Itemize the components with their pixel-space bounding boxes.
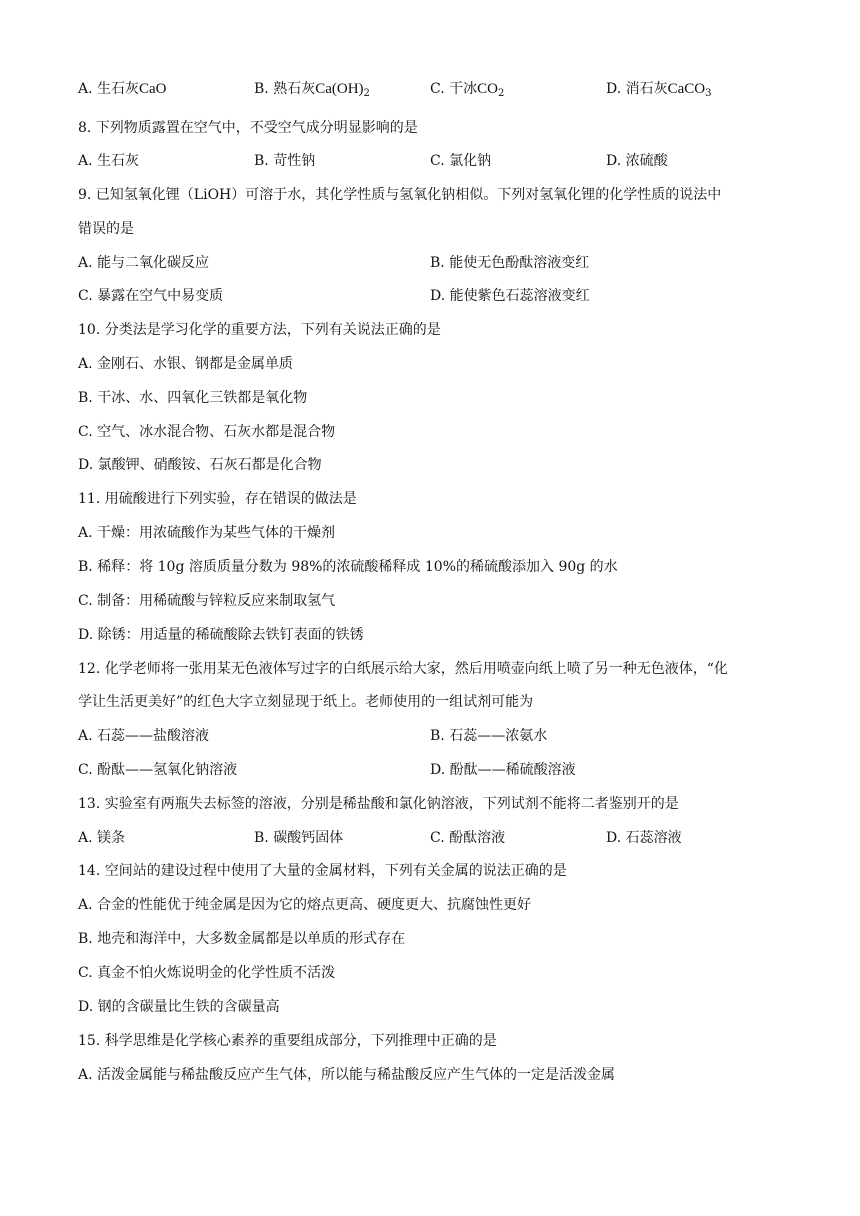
q9-stem-line1: 9. 已知氢氧化锂（LiOH）可溶于水，其化学性质与氢氧化钠相似。下列对氢氧化锂的化学性质的说法中 bbox=[78, 187, 722, 203]
q14-option-d: D. 钢的含碳量比生铁的含碳量高 bbox=[78, 999, 280, 1015]
option-label: C. bbox=[430, 81, 445, 97]
q15-stem: 15. 科学思维是化学核心素养的重要组成部分，下列推理中正确的是 bbox=[78, 1033, 497, 1049]
q9-option-c: C. 暴露在空气中易变质 bbox=[78, 288, 224, 304]
option-text: 生石灰 bbox=[97, 81, 140, 97]
q13-option-c: C. 酚酞溶液 bbox=[430, 830, 506, 846]
q13-option-d: D. 石蕊溶液 bbox=[606, 830, 682, 846]
q12-options-row-1 bbox=[78, 726, 800, 746]
q9-stem-line2: 错误的是 bbox=[78, 221, 134, 237]
option-label: D. bbox=[606, 81, 622, 97]
formula: CaO bbox=[139, 81, 167, 97]
q12-option-c: C. 酚酞——氢氧化钠溶液 bbox=[78, 762, 238, 778]
formula: CaCO bbox=[667, 81, 706, 97]
q14-option-b: B. 地壳和海洋中，大多数金属都是以单质的形式存在 bbox=[78, 931, 406, 947]
option-label: A. bbox=[78, 81, 93, 97]
q12-option-a: A. 石蕊——盐酸溶液 bbox=[78, 728, 210, 744]
q8-option-b: B. 苛性钠 bbox=[254, 153, 316, 169]
q9-options-row-2 bbox=[78, 286, 800, 306]
q12-option-b: B. 石蕊——浓氨水 bbox=[430, 728, 548, 744]
q9-option-d: D. 能使紫色石蕊溶液变红 bbox=[430, 288, 590, 304]
q7-option-a bbox=[78, 79, 167, 99]
q8-option-c: C. 氯化钠 bbox=[430, 153, 492, 169]
q11-option-b: B. 稀释：将 10g 溶质质量分数为 98%的浓硫酸稀释成 10%的稀硫酸添加入 90g 的水 bbox=[78, 559, 618, 575]
option-label: B. bbox=[254, 81, 269, 97]
q12-option-d: D. 酚酞——稀硫酸溶液 bbox=[430, 762, 576, 778]
option-text: 干冰 bbox=[449, 81, 478, 97]
q10-option-d: D. 氯酸钾、硝酸铵、石灰石都是化合物 bbox=[78, 457, 322, 473]
q7-option-d bbox=[606, 79, 712, 104]
formula: CO bbox=[477, 81, 498, 97]
q11-option-c: C. 制备：用稀硫酸与锌粒反应来制取氢气 bbox=[78, 593, 336, 609]
q7-option-c bbox=[430, 79, 504, 104]
q12-stem-line1: 12. 化学老师将一张用某无色液体写过字的白纸展示给大家，然后用喷壶向纸上喷了另一种无色液体，“化 bbox=[78, 661, 728, 677]
q13-options-row bbox=[78, 828, 800, 848]
q7-option-b bbox=[254, 79, 370, 104]
q13-stem: 13. 实验室有两瓶失去标签的溶液，分别是稀盐酸和氯化钠溶液，下列试剂不能将二者鉴别开的是 bbox=[78, 796, 679, 812]
formula-subscript: 2 bbox=[363, 88, 370, 99]
q14-stem: 14. 空间站的建设过程中使用了大量的金属材料，下列有关金属的说法正确的是 bbox=[78, 863, 567, 879]
q14-option-c: C. 真金不怕火炼说明金的化学性质不活泼 bbox=[78, 965, 336, 981]
q9-options-row-1 bbox=[78, 253, 800, 273]
option-text: 熟石灰 bbox=[273, 81, 316, 97]
q9-option-b: B. 能使无色酚酞溶液变红 bbox=[430, 255, 590, 271]
q8-option-d: D. 浓硫酸 bbox=[606, 153, 668, 169]
q10-option-b: B. 干冰、水、四氧化三铁都是氧化物 bbox=[78, 390, 308, 406]
q11-option-a: A. 干燥：用浓硫酸作为某些气体的干燥剂 bbox=[78, 525, 336, 541]
formula-subscript: 2 bbox=[497, 88, 505, 99]
option-text: 消石灰 bbox=[625, 81, 668, 97]
q15-option-a: A. 活泼金属能与稀盐酸反应产生气体，所以能与稀盐酸反应产生气体的一定是活泼金属 bbox=[78, 1067, 616, 1083]
formula: Ca(OH) bbox=[315, 81, 364, 97]
q7-options-row bbox=[78, 79, 800, 99]
q11-option-d: D. 除锈：用适量的稀硫酸除去铁钉表面的铁锈 bbox=[78, 627, 364, 643]
q9-option-a: A. 能与二氧化碳反应 bbox=[78, 255, 210, 271]
q8-options-row bbox=[78, 151, 800, 171]
q13-option-b: B. 碳酸钙固体 bbox=[254, 830, 344, 846]
q10-option-a: A. 金刚石、水银、钢都是金属单质 bbox=[78, 356, 294, 372]
q10-option-c: C. 空气、冰水混合物、石灰水都是混合物 bbox=[78, 424, 336, 440]
q13-option-a: A. 镁条 bbox=[78, 830, 126, 846]
q12-options-row-2 bbox=[78, 760, 800, 780]
q8-stem: 8. 下列物质露置在空气中，不受空气成分明显影响的是 bbox=[78, 120, 418, 136]
q14-option-a: A. 合金的性能优于纯金属是因为它的熔点更高、硬度更大、抗腐蚀性更好 bbox=[78, 897, 532, 913]
q8-option-a: A. 生石灰 bbox=[78, 153, 140, 169]
q11-stem: 11. 用硫酸进行下列实验，存在错误的做法是 bbox=[78, 491, 357, 507]
q12-stem-line2: 学让生活更美好”的红色大字立刻显现于纸上。老师使用的一组试剂可能为 bbox=[78, 694, 534, 710]
formula-subscript: 3 bbox=[705, 88, 712, 99]
q10-stem: 10. 分类法是学习化学的重要方法，下列有关说法正确的是 bbox=[78, 322, 441, 338]
